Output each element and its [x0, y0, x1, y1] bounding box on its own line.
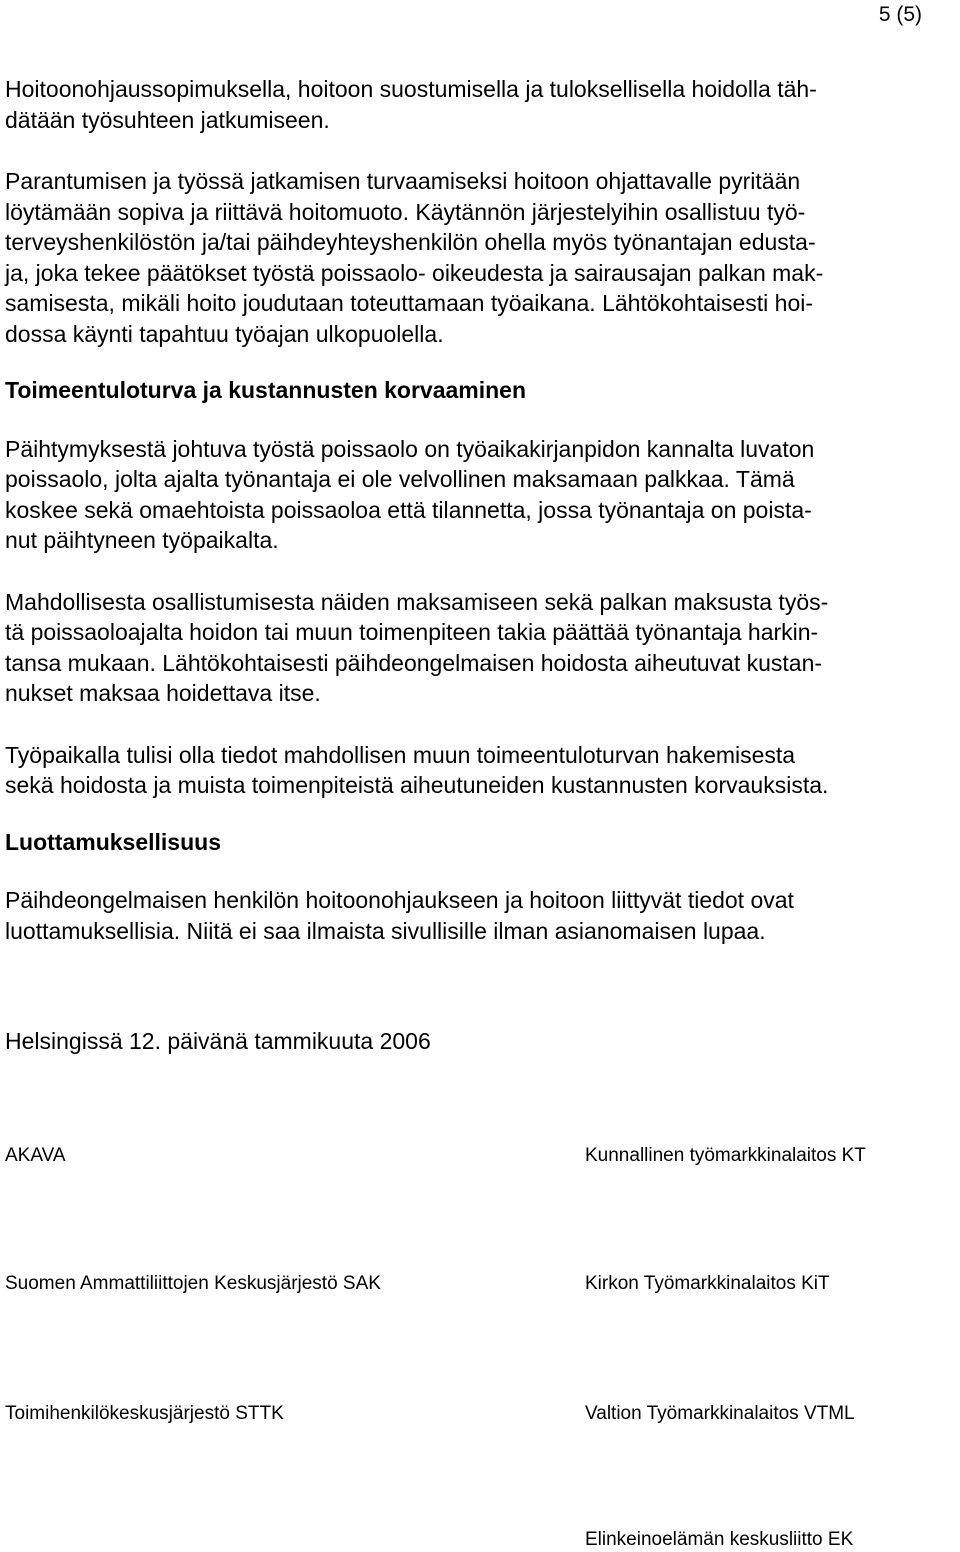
paragraph-workplace-info: Työpaikalla tulisi olla tiedot mahdollisen muun toimeentuloturvan hakemisesta sekä hoidosta ja muista toimenpiteistä aiheutuneiden kustannusten korvauksista.: [5, 741, 829, 798]
signatory-sak: Suomen Ammattiliittojen Keskusjärjestö SAK: [5, 1273, 381, 1294]
heading-income-security: Toimeentuloturva ja kustannusten korvaaminen: [5, 377, 527, 403]
signing-date: Helsingissä 12. päivänä tammikuuta 2006: [5, 1028, 431, 1054]
paragraph-cost-participation: Mahdollisesta osallistumisesta näiden maksamiseen sekä palkan maksusta työs- tä poissaoloajalta hoidon tai muun toimenpiteen takia päättää työnantaja harkin- tansa mukaan. Lähtökohtaisesti päihdeongelmaisen hoidosta aiheutuvat kustan- nukset maksaa hoidettava itse.: [5, 588, 829, 706]
paragraph-absence-unpaid: Päihtymyksestä johtuva työstä poissaolo on työaikakirjanpidon kannalta luvaton poissaolo, jolta ajalta työnantaja ei ole velvollinen maksamaan palkkaa. Tämä koskee sekä omaehtoista poissaoloa että tilannetta, jossa työnantaja on poista- nut päihtyneen työpaikalta.: [5, 435, 815, 553]
signatory-ek: Elinkeinoelämän keskusliitto EK: [585, 1529, 854, 1550]
heading-confidentiality: Luottamuksellisuus: [5, 828, 221, 855]
signatory-kt: Kunnallinen työmarkkinalaitos KT: [585, 1145, 866, 1166]
paragraph-care-agreement: Hoitoonohjaussopimuksella, hoitoon suostumisella ja tuloksellisella hoidolla täh- dätään työsuhteen jatkumiseen.: [5, 76, 817, 133]
page-number: 5 (5): [878, 3, 922, 26]
signatory-vtml: Valtion Työmarkkinalaitos VTML: [585, 1403, 855, 1424]
document-body: [5, 74, 955, 946]
signatory-sttk: Toimihenkilökeskusjärjestö STTK: [5, 1403, 284, 1424]
signatory-akava: AKAVA: [5, 1145, 66, 1166]
paragraph-confidential-info: Päihdeongelmaisen henkilön hoitoonohjaukseen ja hoitoon liittyvät tiedot ovat luottamuksellisia. Niitä ei saa ilmaista sivullisille ilman asianomaisen lupaa.: [5, 887, 794, 944]
paragraph-treatment-arrangements: Parantumisen ja työssä jatkamisen turvaamiseksi hoitoon ohjattavalle pyritään löytämään sopiva ja riittävä hoitomuoto. Käytännön järjestelyihin osallistuu työ- terveyshenkilöstön ja/tai päihdeyhteyshenkilön ohella myös työnantajan edusta- ja, joka tekee päätökset työstä poissaolo- oikeudesta ja sairausajan palkan mak- samisesta, mikäli hoito joudutaan toteuttamaan työaikana. Lähtökohtaisesti hoi- dossa käynti tapahtuu työajan ulkopuolella.: [5, 168, 824, 347]
signatory-kit: Kirkon Työmarkkinalaitos KiT: [585, 1273, 830, 1294]
